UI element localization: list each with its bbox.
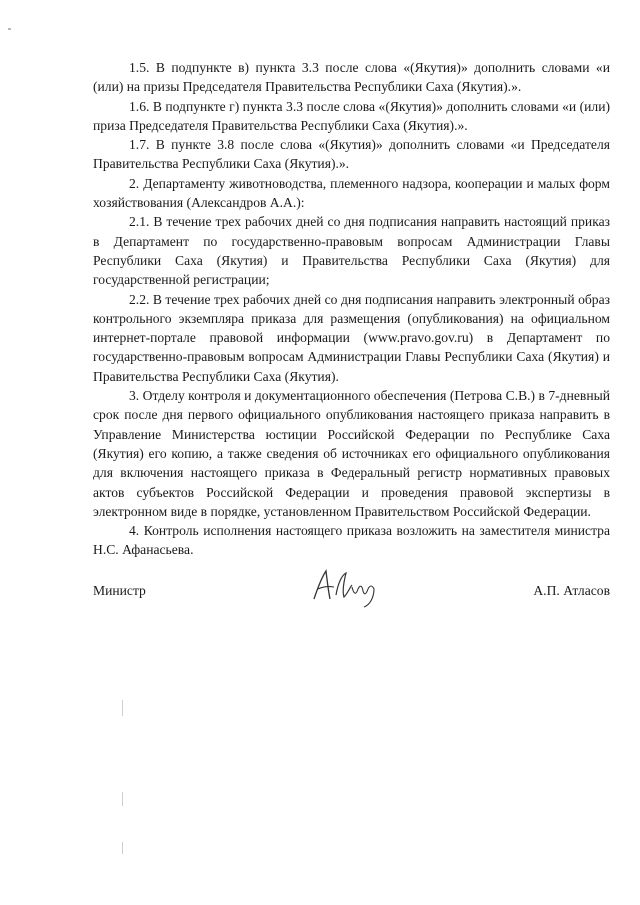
paragraph-3: 3. Отделу контроля и документационного обеспечения (Петрова С.В.) в 7-дневный срок после дня первого официального опубликования настоящего приказа направить в Управление Министерства юстиции Российской Федерации по Республике Саха (Якутия) его копию, а также сведения об источниках его официального опубликования для включения настоящего приказа в Федеральный регистр нормативных правовых актов субъектов Российской Федерации и проведения правовой экспертизы в электронном виде в порядке, установленном Правительством Российской Федерации. — [93, 388, 610, 519]
signatory-title: Министр — [93, 583, 146, 598]
scan-artifact — [122, 842, 123, 854]
paragraph-4: 4. Контроль исполнения настоящего приказа возложить на заместителя министра Н.С. Афанасьева. — [93, 523, 610, 558]
paragraph-2-2: 2.2. В течение трех рабочих дней со дня подписания направить электронный образ контрольного экземпляра приказа для размещения (опубликования) на официальном интернет-портале правовой информации (www.pravo.gov.ru) в Департамент по государственно-правовым вопросам Администрации Главы Республики Саха (Якутия) и Правительства Республики Саха (Якутия). — [93, 291, 610, 384]
handwritten-signature-icon — [308, 565, 388, 610]
paragraph-2-1: 2.1. В течение трех рабочих дней со дня подписания направить настоящий приказ в Департамент по государственно-правовым вопросам Администрации Главы Республики Саха (Якутия) и Правительства Республики Саха (Якутия) для государственной регистрации; — [93, 214, 610, 288]
signature-block — [93, 565, 610, 615]
scan-artifact — [8, 28, 11, 30]
scan-artifact — [122, 700, 123, 716]
paragraph-1-6: 1.6. В подпункте г) пункта 3.3 после слова «(Якутия)» дополнить словами «и (или) приза Председателя Правительства Республики Саха (Якутия).». — [93, 98, 610, 133]
paragraph-1-5: 1.5. В подпункте в) пункта 3.3 после слова «(Якутия)» дополнить словами «и (или) на призы Председателя Правительства Республики Саха (Якутия).». — [93, 60, 610, 95]
signatory-name: А.П. Атласов — [533, 583, 610, 598]
document-body — [93, 58, 610, 560]
scan-artifact — [122, 792, 123, 806]
paragraph-1-7: 1.7. В пункте 3.8 после слова «(Якутия)» дополнить словами «и Председателя Правительства Республики Саха (Якутия).». — [93, 137, 610, 172]
paragraph-2: 2. Департаменту животноводства, племенного надзора, кооперации и малых форм хозяйствования (Александров А.А.): — [93, 175, 610, 211]
